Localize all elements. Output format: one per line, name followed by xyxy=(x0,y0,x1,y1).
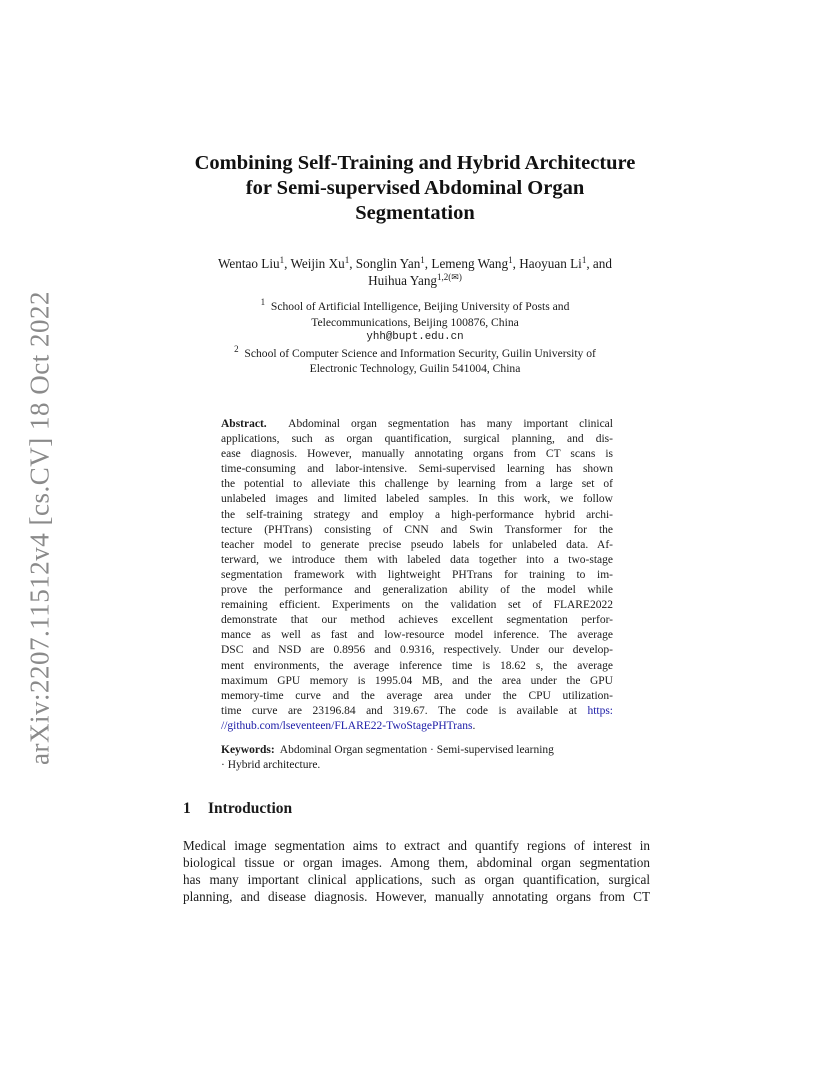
affiliations xyxy=(150,299,680,377)
title-line-1: Combining Self-Training and Hybrid Architecture xyxy=(194,152,636,174)
abstract-line: prove the performance and generalization ability of the model while xyxy=(221,584,613,597)
abstract-line: terward, we introduce them with labeled data together into a two-stage xyxy=(221,553,613,566)
abstract-line: teacher model to generate precise pseudo labels for unlabeled data. Af- xyxy=(221,538,613,551)
affiliation-1-line-2: Telecommunications, Beijing 100876, China xyxy=(311,315,519,329)
paper-title xyxy=(150,151,680,226)
abstract-label: Abstract. xyxy=(221,418,267,430)
abstract-line: tecture (PHTrans) consisting of CNN and Swin Transformer for the xyxy=(221,523,613,536)
author-name: , Haoyuan Li xyxy=(512,256,582,271)
keywords-text: Abdominal Organ segmentation · Semi-supervised learning xyxy=(279,744,554,756)
abstract-line: the self-training strategy and employ a high-performance hybrid archi- xyxy=(221,508,613,521)
author-conjunction: , and xyxy=(586,256,612,271)
author-name: , Weijin Xu xyxy=(284,256,345,271)
abstract-line: applications, such as organ quantification, surgical planning, and dis- xyxy=(221,433,613,446)
body-line: planning, and disease diagnosis. However, manually annotating organs from CT xyxy=(183,889,650,904)
affiliation-1-line-1 xyxy=(150,299,680,315)
keywords-line xyxy=(221,743,613,758)
abstract-line: ment environments, the average inference time is 18.62 s, the average xyxy=(221,659,613,672)
abstract-line: mance as well as fast and low-resource model inference. The average xyxy=(221,629,613,642)
abstract-line: unlabeled images and limited labeled samples. In this work, we follow xyxy=(221,493,613,506)
contact-email[interactable]: yhh@bupt.edu.cn xyxy=(366,331,464,343)
title-line-3: Segmentation xyxy=(355,202,475,224)
arxiv-identifier-stamp: arXiv:2207.11512v4 [cs.CV] 18 Oct 2022 xyxy=(24,291,55,765)
abstract-line: remaining efficient. Experiments on the validation set of FLARE2022 xyxy=(221,599,613,612)
abstract-line: maximum GPU memory is 1995.04 MB, and the area under the GPU xyxy=(221,674,613,687)
abstract-line: the potential to alleviate this challenge by learning from a large set of xyxy=(221,478,613,491)
affiliation-2-line-1 xyxy=(150,343,680,362)
author-list xyxy=(150,255,680,289)
author-name: , Lemeng Wang xyxy=(424,256,509,271)
author-affil-mark: 1 xyxy=(581,255,587,265)
section-heading xyxy=(183,800,292,818)
abstract-line: time-consuming and labor-intensive. Semi-supervised learning has shown xyxy=(221,463,613,476)
affiliation-text: School of Computer Science and Information Security, Guilin University of xyxy=(244,346,596,360)
author-affil-mark: 1,2(✉) xyxy=(437,272,462,282)
abstract-line: ease diagnosis. However, manually annotating organs from CT scans is xyxy=(221,448,613,461)
code-link[interactable]: https: xyxy=(587,704,613,717)
affiliation-mark: 2 xyxy=(234,343,239,354)
section-number: 1 xyxy=(183,800,191,817)
abstract-line: memory-time curve and the average area under the CPU utilization- xyxy=(221,689,613,702)
title-line-2: for Semi-supervised Abdominal Organ xyxy=(245,177,585,199)
keywords-line: · Hybrid architecture. xyxy=(221,759,321,772)
abstract-line: DSC and NSD are 0.8956 and 0.9316, respectively. Under our develop- xyxy=(221,644,613,657)
author-name: Huihua Yang xyxy=(368,273,438,288)
keywords-label: Keywords: xyxy=(221,744,275,756)
affiliation-mark: 1 xyxy=(260,297,266,307)
abstract-text: time curve are 23196.84 and 319.67. The code is available at xyxy=(221,704,577,717)
keywords xyxy=(221,743,613,773)
author-line-2 xyxy=(150,272,680,289)
affiliation-text: School of Artificial Intelligence, Beijing University of Posts and xyxy=(270,300,570,313)
abstract-line xyxy=(221,417,613,432)
author-name: Wentao Liu xyxy=(218,256,280,271)
abstract-line xyxy=(221,719,613,734)
author-affil-mark: 1 xyxy=(279,255,285,265)
body-line: biological tissue or organ images. Among them, abdominal organ segmentation xyxy=(183,855,650,870)
section-title: Introduction xyxy=(208,800,293,817)
abstract-text: Abdominal organ segmentation has many important clinical xyxy=(288,418,613,430)
author-affil-mark: 1 xyxy=(420,255,425,265)
abstract-line xyxy=(221,704,613,719)
body-line: has many important clinical applications, such as organ quantification, surgical xyxy=(183,872,650,887)
author-name: , Songlin Yan xyxy=(349,256,421,271)
affiliation-2-line-2: Electronic Technology, Guilin 541004, China xyxy=(309,362,521,375)
abstract xyxy=(221,417,613,734)
author-affil-mark: 1 xyxy=(344,255,350,265)
introduction-body xyxy=(183,837,650,905)
abstract-text: . xyxy=(472,719,476,732)
abstract-line: demonstrate that our method achieves excellent segmentation perfor- xyxy=(221,614,613,627)
code-link-continued[interactable]: //github.com/lseventeen/FLARE22-TwoStagePHTrans xyxy=(221,719,473,732)
body-line: Medical image segmentation aims to extract and quantify regions of interest in xyxy=(183,838,650,853)
author-line-1 xyxy=(150,255,680,272)
abstract-line: segmentation framework with lightweight PHTrans for training to im- xyxy=(221,568,613,581)
author-affil-mark: 1 xyxy=(508,255,513,265)
